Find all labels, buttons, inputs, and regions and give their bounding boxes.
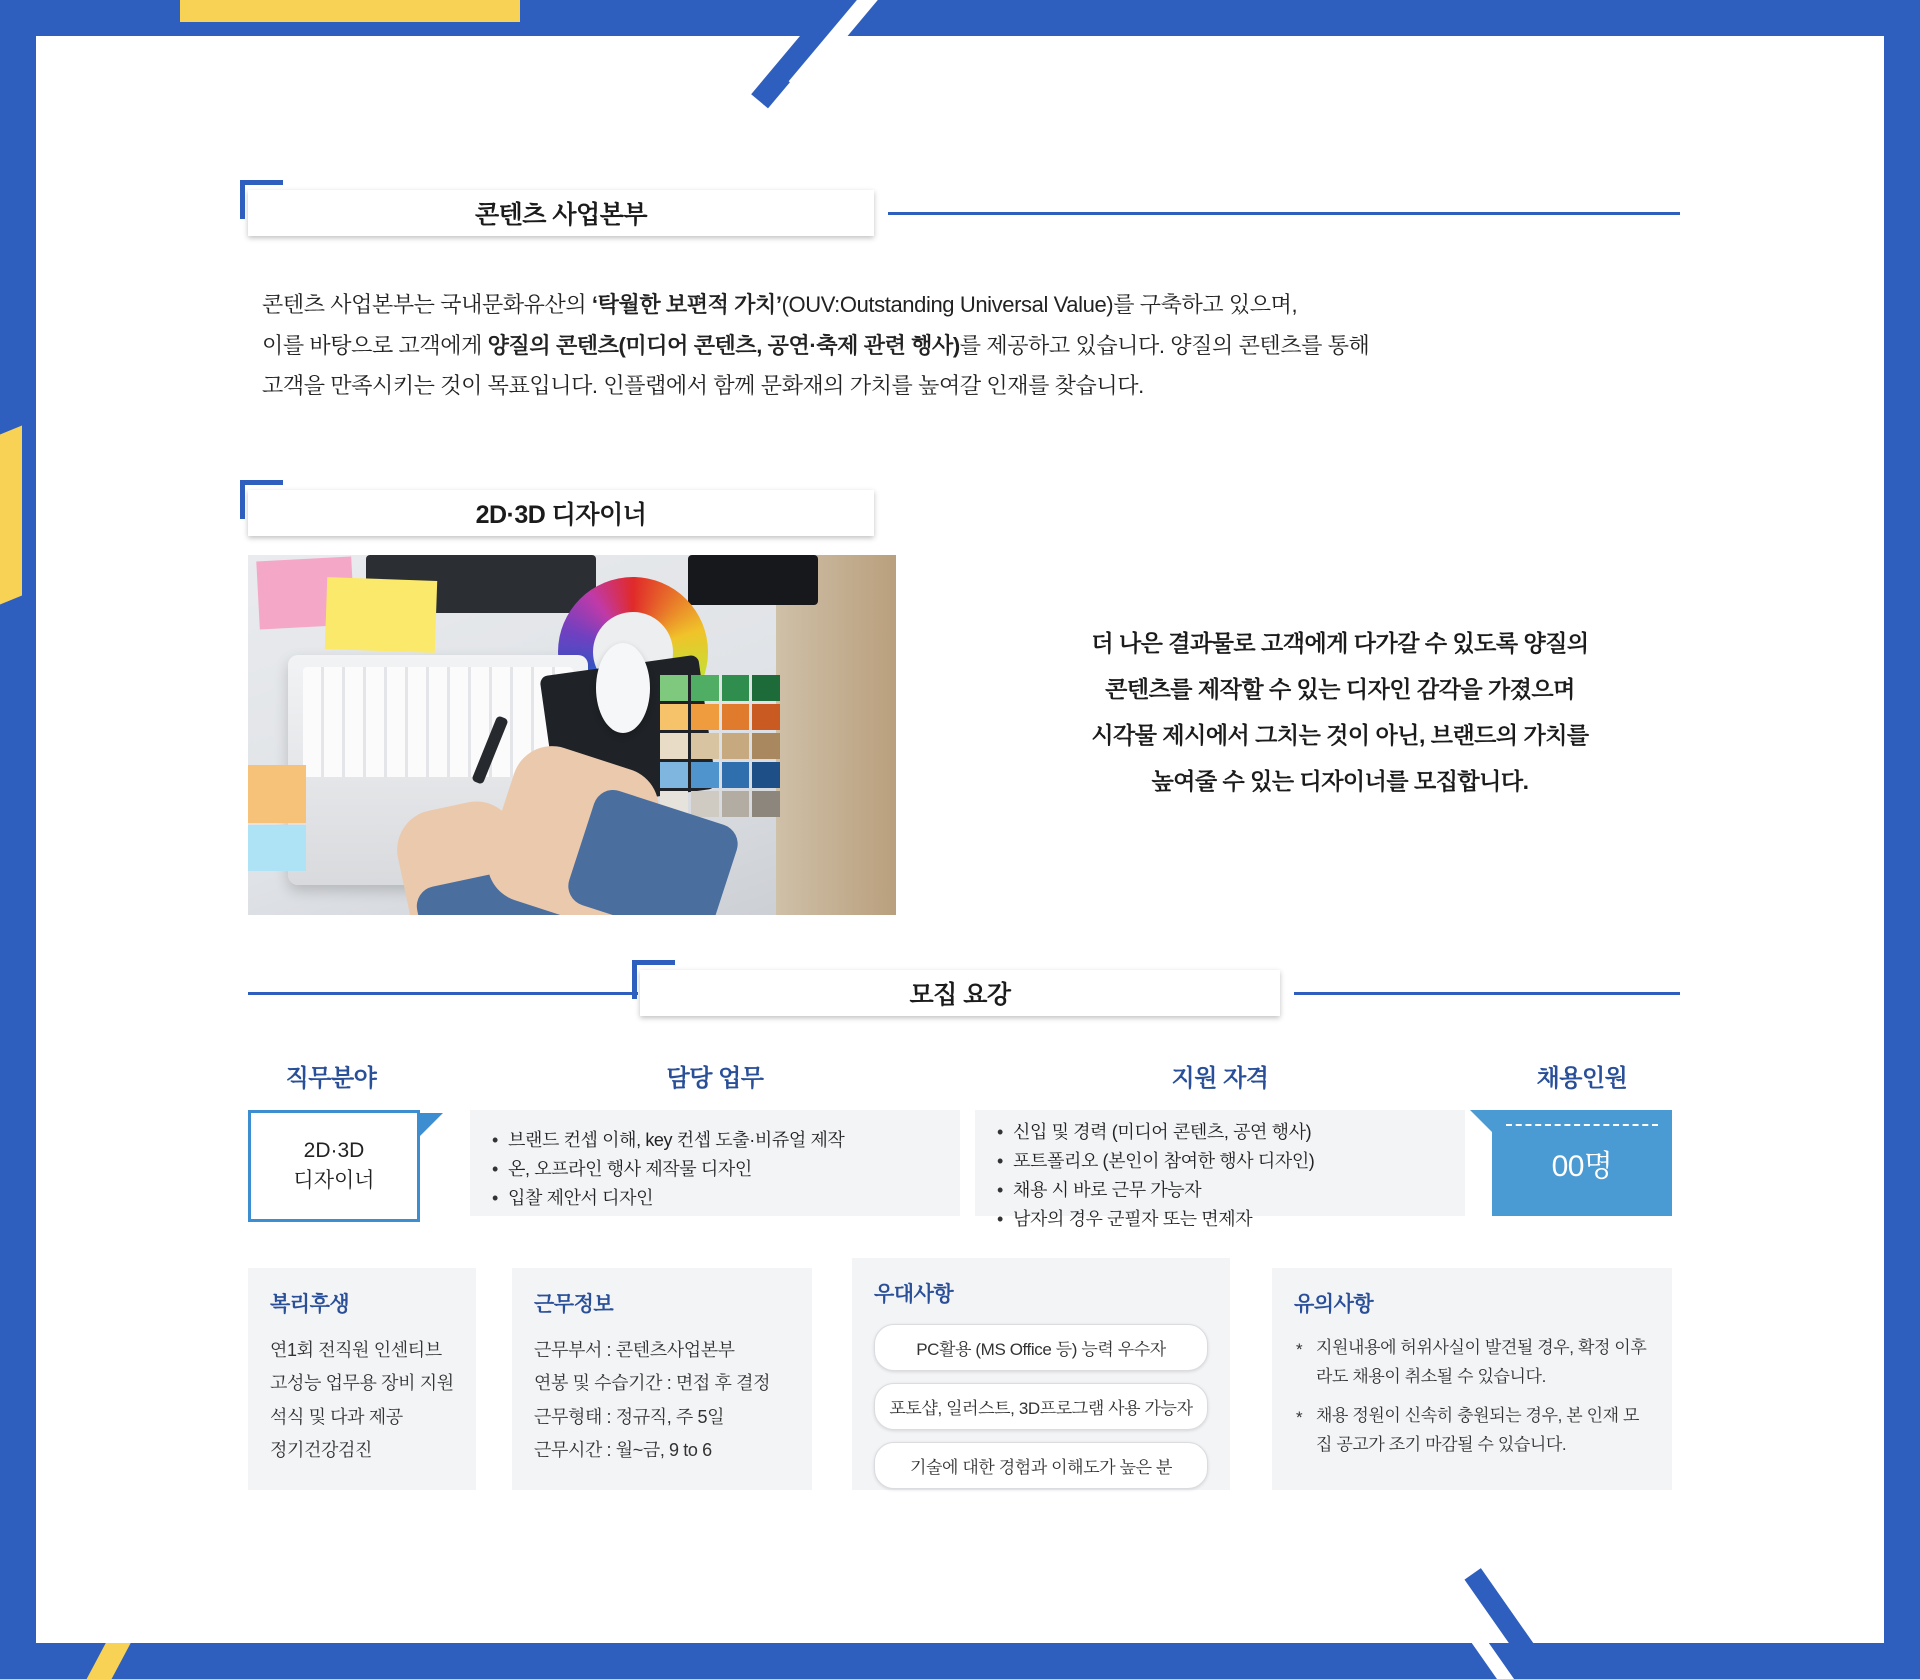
job-field-badge: [248, 1110, 420, 1222]
headcount-badge: [1492, 1110, 1672, 1216]
benefits-card: [248, 1268, 476, 1490]
notes-card: [1272, 1268, 1672, 1490]
note-item: * 지원내용에 허위사실이 발견될 경우, 확정 이후라도 채용이 취소될 수 있습니다.: [1294, 1334, 1650, 1392]
column-title-headcount: 채용인원: [1536, 1065, 1628, 1092]
preferences-card: [852, 1258, 1230, 1490]
duties-list: [492, 1126, 946, 1213]
bracket-corner-icon: [240, 480, 283, 519]
recruit-title: 모집 요강: [909, 981, 1011, 1009]
list-item: • 신입 및 경력 (미디어 콘텐츠, 공연 행사): [997, 1118, 1451, 1147]
work-info-line-4: 근무시간 : 월~금, 9 to 6: [534, 1439, 712, 1460]
benefits-line-3: 석식 및 다과 제공: [270, 1406, 403, 1427]
position-section-header: [248, 490, 898, 536]
qualifications-box: [975, 1110, 1465, 1230]
work-info-line-1: 근무부서 : 콘텐츠사업본부: [534, 1340, 735, 1360]
job-field-line-2: 디자이너: [293, 1169, 375, 1192]
notes-title: 유의사항: [1294, 1293, 1374, 1316]
position-description-line-2: 콘텐츠를 제작할 수 있는 디자인 감각을 가졌으며: [1105, 676, 1575, 702]
list-item: • 남자의 경우 군필자 또는 면제자: [997, 1205, 1451, 1234]
bracket-corner-icon: [240, 180, 283, 219]
preferences-title: 우대사항: [874, 1283, 954, 1306]
work-info-line-3: 근무형태 : 정규직, 주 5일: [534, 1406, 725, 1427]
division-desc-1b: ‘탁월한 보편적 가치’: [591, 292, 782, 317]
designer-workspace-photo: [248, 555, 896, 915]
benefits-line-2: 고성능 업무용 장비 지원: [270, 1373, 454, 1394]
qualifications-list: [997, 1118, 1451, 1235]
division-description-line-3: 고객을 만족시키는 것이 목표입니다. 인플랩에서 함께 문화재의 가치를 높여갈 인재를 찾습니다.: [262, 373, 1144, 399]
position-description-line-4: 높여줄 수 있는 디자이너를 모집합니다.: [1151, 768, 1529, 794]
work-info-title: 근무정보: [534, 1293, 614, 1316]
division-desc-2b: 양질의 콘텐츠(미디어 콘텐츠, 공연·축제 관련 행사): [487, 332, 960, 358]
division-title: 콘텐츠 사업본부: [475, 201, 647, 229]
list-item: • 채용 시 바로 근무 가능자: [997, 1176, 1451, 1205]
column-title-qualifications: 지원 자격: [1171, 1065, 1269, 1092]
division-desc-1a: 콘텐츠 사업본부는 국내문화유산의: [262, 292, 592, 317]
job-field-line-1: 2D·3D: [303, 1138, 365, 1162]
recruit-section-header: [248, 970, 1680, 1016]
recruit-title-plate: [640, 970, 1280, 1016]
division-description-line-1: [262, 285, 1662, 326]
division-desc-1c: (OUV:Outstanding Universal Value)를 구축하고 있으며,: [781, 292, 1298, 317]
list-item: • 온, 오프라인 행사 제작물 디자인: [492, 1155, 946, 1184]
benefits-line-4: 정기건강검진: [270, 1439, 372, 1460]
division-description-line-2: [262, 326, 1662, 367]
division-title-plate: [248, 190, 874, 236]
position-title: 2D·3D 디자이너: [475, 501, 647, 529]
position-title-plate: [248, 490, 874, 536]
division-description: [262, 285, 1662, 407]
note-item: * 채용 정원이 신속히 충원되는 경우, 본 인재 모집 공고가 조기 마감될 수 있습니다.: [1294, 1402, 1650, 1460]
division-section-header: [248, 190, 1680, 236]
work-info-line-2: 연봉 및 수습기간 : 면접 후 결정: [534, 1373, 771, 1394]
duties-box: [470, 1110, 960, 1216]
list-item: • 브랜드 컨셉 이해, key 컨셉 도출·비쥬얼 제작: [492, 1126, 946, 1155]
list-item: • 포트폴리오 (본인이 참여한 행사 디자인): [997, 1147, 1451, 1176]
position-description-line-1: 더 나은 결과물로 고객에게 다가갈 수 있도록 양질의: [1091, 630, 1589, 656]
list-item: • 입찰 제안서 디자인: [492, 1184, 946, 1213]
preference-item: 포토샵, 일러스트, 3D프로그램 사용 가능자: [874, 1383, 1208, 1430]
recruit-header-rule-right: [1294, 992, 1680, 995]
work-info-card: [512, 1268, 812, 1490]
recruit-header-rule-left: [248, 992, 638, 995]
preference-item: 기술에 대한 경험과 이해도가 높은 분: [874, 1442, 1208, 1489]
position-description: [980, 620, 1700, 804]
column-title-duties: 담당 업무: [666, 1065, 764, 1092]
headcount-value: 00명: [1551, 1150, 1613, 1183]
bracket-corner-icon: [632, 960, 675, 999]
division-desc-2c: 를 제공하고 있습니다. 양질의 콘텐츠를 통해: [959, 332, 1370, 358]
position-description-line-3: 시각물 제시에서 그치는 것이 아닌, 브랜드의 가치를: [1091, 722, 1589, 748]
benefits-line-1: 연1회 전직원 인센티브: [270, 1340, 442, 1360]
preference-item: PC활용 (MS Office 등) 능력 우수자: [874, 1324, 1208, 1371]
column-title-job-field: 직무분야: [285, 1065, 377, 1092]
benefits-title: 복리후생: [270, 1293, 350, 1316]
division-header-rule: [888, 212, 1680, 215]
division-desc-2a: 이를 바탕으로 고객에게: [262, 332, 488, 358]
